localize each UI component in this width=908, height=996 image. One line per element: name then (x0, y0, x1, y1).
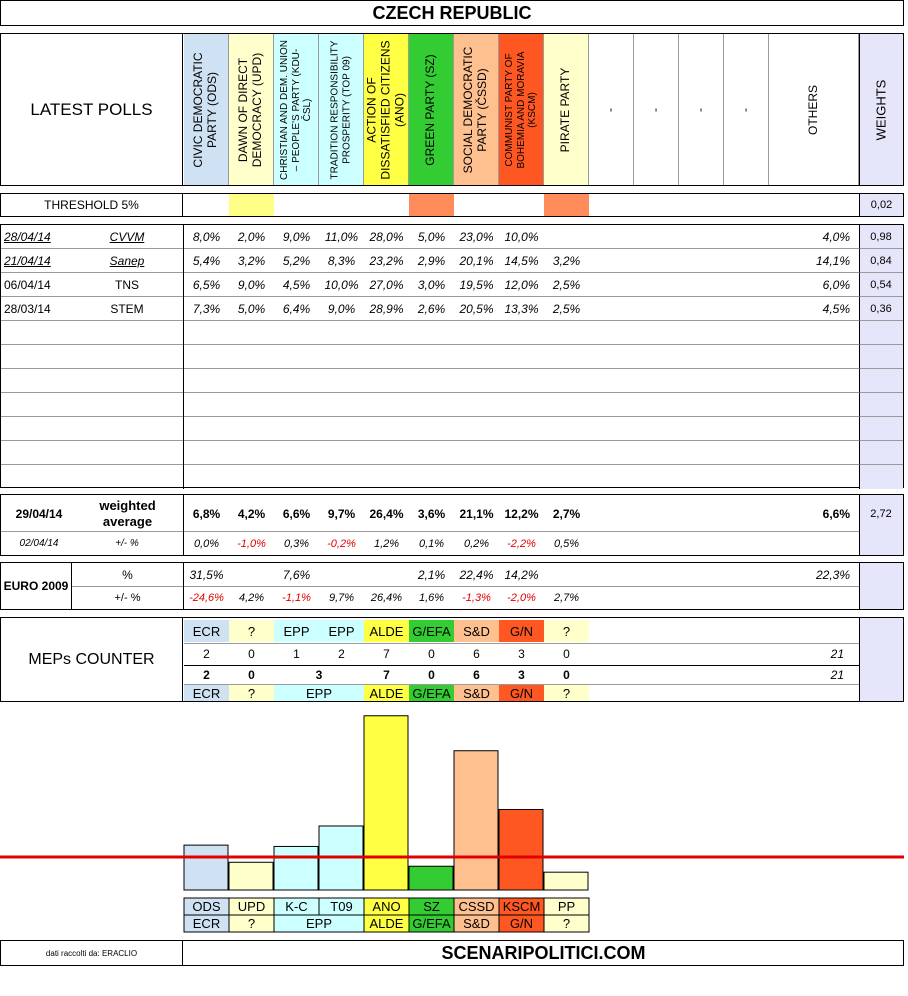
weighted-date: 29/04/14 (15, 506, 63, 521)
meps-counter-label: MEPs COUNTER (1, 618, 183, 701)
weight-cell (859, 393, 903, 417)
meps-merged-group-1: ? (229, 685, 274, 701)
empty-row (1, 441, 903, 465)
weight-cell (859, 345, 903, 369)
party-header-3 (319, 34, 364, 185)
weighted-diff-3: -0,2% (327, 537, 356, 550)
poll-value-6: 20,5% (459, 302, 494, 316)
meps-merged-group-3: ALDE (364, 685, 409, 701)
poll-weight: 0,36 (870, 303, 892, 315)
empty-row (1, 369, 903, 393)
poll-value-2: 9,0% (282, 230, 311, 244)
weighted-diff-0: 0,0% (193, 537, 220, 550)
weights-label: WEIGHTS (873, 79, 889, 140)
party-header-label: DAWN OF DIRECT DEMOCRACY (UPD) (236, 52, 264, 167)
poll-value-13: 4,0% (822, 230, 850, 244)
bar-sz (409, 866, 453, 890)
poll-source: TNS (115, 278, 139, 292)
group-label: ? (562, 916, 571, 931)
euro-value-0: 31,5% (189, 567, 224, 582)
poll-value-2: 5,2% (282, 254, 311, 268)
bar-kscm (499, 809, 543, 890)
meps-merged-seats-6: 3 (518, 667, 525, 682)
meps-seats-6: 6 (473, 647, 480, 661)
poll-value-4: 28,0% (369, 230, 404, 244)
meps-group-7: G/N (499, 620, 544, 642)
meps-seats-3: 2 (338, 647, 345, 661)
footer-site: SCENARIPOLITICI.COM (441, 942, 646, 963)
party-header-11 (679, 34, 724, 185)
poll-date: 28/04/14 (4, 230, 51, 244)
weighted-label-line1: weighted (99, 497, 156, 513)
weight-cell (859, 441, 903, 465)
party-header-9 (589, 34, 634, 185)
meps-group-2: EPP (274, 620, 319, 642)
diff-label: +/- % (115, 538, 139, 549)
poll-value-8: 2,5% (552, 302, 581, 316)
poll-value-7: 12,0% (504, 278, 539, 292)
threshold-cell-5 (409, 194, 454, 216)
poll-value-1: 9,0% (237, 278, 266, 292)
party-header-4 (364, 34, 409, 185)
threshold-cell-1 (229, 194, 274, 216)
poll-value-8: 2,5% (552, 278, 581, 292)
meps-merged-seats-2: 3 (315, 667, 323, 682)
party-header-1 (229, 34, 274, 185)
meps-merged-group-6: G/N (499, 685, 544, 701)
weight-cell (859, 563, 903, 609)
diff-date: 02/04/14 (19, 538, 59, 549)
row-label-divider (183, 345, 184, 369)
poll-value-8: 3,2% (552, 254, 581, 268)
party-header-label: COMMUNIST PARTY OF BOHEMIA AND MORAVIA (KSCM) (503, 50, 538, 169)
category-label: CSSD (458, 899, 495, 914)
euro-diff-7: -2,0% (507, 592, 536, 604)
weighted-value-5: 3,6% (417, 506, 446, 521)
bar-chart (0, 702, 908, 938)
poll-value-13: 14,1% (815, 254, 850, 268)
meps-merged-seats-5: 6 (473, 667, 480, 682)
weighted-diff-1: -1,0% (237, 537, 266, 550)
party-header-label: TRADITION RESPONSIBILITY PROSPERITY (TOP 09) (329, 40, 352, 179)
weighted-diff-8: 0,5% (553, 537, 580, 550)
group-label: ? (247, 916, 256, 931)
group-label: EPP (305, 916, 333, 931)
row-label-divider (183, 465, 184, 489)
bar-ods (184, 845, 228, 890)
bar-upd (229, 862, 273, 890)
weighted-value-7: 12,2% (504, 506, 539, 521)
poll-value-3: 9,0% (327, 302, 356, 316)
poll-value-0: 8,0% (192, 230, 221, 244)
threshold-weight: 0,02 (859, 194, 903, 216)
meps-seats-4: 7 (383, 647, 390, 661)
euro-diff-3: 9,7% (328, 592, 355, 604)
meps-group-6: S&D (454, 620, 499, 642)
weighted-diff-4: 1,2% (373, 537, 400, 550)
poll-value-7: 10,0% (504, 230, 539, 244)
poll-weight: 0,54 (870, 279, 892, 291)
party-header-0 (184, 34, 229, 185)
euro-diff-6: -1,3% (462, 592, 491, 604)
category-label: UPD (237, 899, 266, 914)
meps-merged-group-2: EPP (274, 685, 364, 701)
group-label: G/N (509, 916, 534, 931)
poll-value-5: 2,6% (417, 302, 446, 316)
weighted-diff-2: 0,3% (283, 537, 310, 550)
euro-value-6: 22,4% (459, 567, 494, 582)
poll-source: CVVM (109, 230, 145, 244)
euro-diff-2: -1,1% (282, 592, 311, 604)
meps-merged-group-4: G/EFA (409, 685, 454, 701)
weighted-value-0: 6,8% (192, 506, 221, 521)
weighted-value-3: 9,7% (327, 506, 356, 521)
euro-diff-0: -24,6% (189, 592, 224, 604)
meps-merged-seats-7: 0 (563, 667, 570, 682)
row-label-divider (183, 417, 184, 441)
weighted-value-8: 2,7% (552, 506, 581, 521)
party-header-label: PIRATE PARTY (558, 67, 573, 152)
category-label: K-C (285, 899, 308, 914)
bar-ano (364, 716, 408, 890)
party-header-label: - (738, 107, 753, 112)
meps-merged-group-7: ? (544, 685, 589, 701)
meps-group-0: ECR (184, 620, 229, 642)
row-label-divider (183, 321, 184, 345)
poll-value-3: 8,3% (327, 254, 356, 268)
meps-merged-seats-4: 0 (428, 667, 435, 682)
poll-value-4: 23,2% (369, 254, 404, 268)
weighted-diff-5: 0,1% (418, 537, 445, 550)
page-title: CZECH REPUBLIC (372, 2, 532, 23)
euro-diff-4: 26,4% (370, 592, 403, 604)
weighted-value-13: 6,6% (822, 506, 850, 521)
meps-seats-5: 0 (428, 647, 435, 661)
category-label: T09 (330, 899, 353, 914)
empty-row (1, 345, 903, 369)
empty-row (1, 321, 903, 345)
weighted-weight: 2,72 (870, 507, 892, 520)
title-bar (0, 0, 904, 26)
euro-value-13: 22,3% (815, 567, 850, 582)
meps-group-4: ALDE (364, 620, 409, 642)
empty-row (1, 417, 903, 441)
meps-seats-2: 1 (293, 647, 300, 661)
empty-row (1, 465, 903, 489)
meps-merged-seats-0: 2 (203, 667, 210, 682)
poll-date: 28/03/14 (4, 302, 51, 316)
party-header-7 (499, 34, 544, 185)
group-label: ECR (192, 916, 221, 931)
bar-pp (544, 872, 588, 890)
euro-value-2: 7,6% (282, 567, 311, 582)
meps-group-1: ? (229, 620, 274, 642)
party-header-label: OTHERS (805, 84, 820, 135)
party-header-label: CIVIC DEMOCRATIC PARTY (ODS) (191, 51, 219, 168)
euro-diff-8: 2,7% (553, 592, 580, 604)
poll-value-5: 5,0% (417, 230, 446, 244)
poll-value-0: 5,4% (192, 254, 221, 268)
poll-value-3: 11,0% (324, 230, 359, 244)
poll-value-4: 28,9% (369, 302, 404, 316)
meps-merged-seats-1: 0 (248, 667, 255, 682)
weights-header (859, 34, 903, 185)
party-header-label: - (693, 107, 708, 112)
party-header-label: GREEN PARTY (SZ) (423, 53, 438, 166)
poll-value-1: 5,0% (237, 302, 266, 316)
row-label-divider (183, 441, 184, 465)
poll-date: 21/04/14 (4, 254, 51, 268)
weighted-label-line2: average (102, 513, 153, 529)
weight-cell (859, 618, 903, 701)
party-header-2 (274, 34, 319, 185)
euro-value-5: 2,1% (417, 567, 446, 582)
poll-value-6: 23,0% (459, 230, 494, 244)
poll-source: STEM (110, 302, 144, 316)
party-header-label: SOCIAL DEMOCRATIC PARTY (ČSSD) (461, 46, 489, 173)
bar-cssd (454, 751, 498, 890)
party-header-label: CHRISTIAN AND DEM. UNION – PEOPLE'S PARTY (KDU-ČSL) (278, 39, 313, 180)
empty-row (1, 393, 903, 417)
poll-date: 06/04/14 (4, 278, 51, 292)
bar-k-c (274, 846, 318, 890)
weight-cell (859, 465, 903, 489)
poll-value-13: 6,0% (822, 278, 850, 292)
category-label: SZ (423, 899, 440, 914)
weighted-diff-7: -2,2% (507, 537, 536, 550)
poll-value-13: 4,5% (822, 302, 850, 316)
group-label: G/EFA (412, 916, 451, 931)
weighted-label (80, 496, 175, 531)
poll-value-5: 3,0% (417, 278, 446, 292)
poll-value-3: 10,0% (324, 278, 359, 292)
poll-value-0: 6,5% (192, 278, 221, 292)
weighted-value-6: 21,1% (459, 506, 494, 521)
meps-group-3: EPP (319, 620, 364, 642)
category-label: KSCM (502, 899, 541, 914)
meps-seats-8: 0 (563, 647, 570, 661)
euro-diff-5: 1,6% (418, 592, 445, 604)
meps-seats-1: 0 (248, 647, 255, 661)
weighted-value-1: 4,2% (237, 506, 266, 521)
weight-cell (859, 417, 903, 441)
threshold-label: THRESHOLD 5% (1, 194, 183, 216)
weight-cell (859, 321, 903, 345)
row-label-divider (183, 393, 184, 417)
group-label: S&D (463, 916, 490, 931)
poll-value-7: 14,5% (504, 254, 539, 268)
footer-credit: dati raccolti da: ERACLIO (1, 941, 183, 965)
latest-polls-label: LATEST POLLS (1, 34, 183, 185)
poll-value-6: 19,5% (459, 278, 494, 292)
weighted-diff-6: 0,2% (463, 537, 490, 550)
euro-pct-label: % (122, 567, 133, 582)
poll-value-1: 3,2% (237, 254, 266, 268)
weight-cell (859, 369, 903, 393)
group-label: ALDE (369, 916, 404, 931)
meps-merged-total: 21 (830, 667, 844, 682)
weighted-value-2: 6,6% (282, 506, 311, 521)
meps-seats-7: 3 (518, 647, 525, 661)
party-header-12 (724, 34, 769, 185)
party-header-8 (544, 34, 589, 185)
poll-value-2: 4,5% (282, 278, 311, 292)
party-header-10 (634, 34, 679, 185)
meps-group-5: G/EFA (409, 620, 454, 642)
party-header-label: ACTION OF DISSATISFIED CITIZENS (ANO) (364, 39, 406, 180)
poll-value-1: 2,0% (237, 230, 266, 244)
poll-source: Sanep (109, 254, 145, 268)
category-label: ANO (372, 899, 401, 914)
party-header-label: - (648, 107, 663, 112)
party-header-5 (409, 34, 454, 185)
euro-diff-label: +/- % (114, 592, 141, 604)
party-header-label: - (603, 107, 618, 112)
row-label-divider (183, 369, 184, 393)
poll-value-4: 27,0% (369, 278, 404, 292)
poll-weight: 0,84 (870, 255, 892, 267)
euro2009-label: EURO 2009 (3, 579, 69, 593)
meps-merged-group-5: S&D (454, 685, 499, 701)
meps-group-8: ? (544, 620, 589, 642)
poll-weight: 0,98 (870, 231, 892, 243)
euro-value-7: 14,2% (504, 567, 539, 582)
meps-total: 21 (830, 647, 844, 661)
poll-value-0: 7,3% (192, 302, 221, 316)
euro-diff-1: 4,2% (238, 592, 265, 604)
meps-merged-seats-3: 7 (383, 667, 390, 682)
poll-value-7: 13,3% (504, 302, 539, 316)
weighted-value-4: 26,4% (369, 506, 404, 521)
poll-value-6: 20,1% (459, 254, 494, 268)
meps-seats-0: 2 (203, 647, 210, 661)
party-header-13 (769, 34, 859, 185)
meps-merged-group-0: ECR (184, 685, 229, 701)
party-header-6 (454, 34, 499, 185)
category-label: ODS (192, 899, 221, 914)
poll-value-5: 2,9% (417, 254, 446, 268)
poll-value-2: 6,4% (282, 302, 311, 316)
threshold-cell-8 (544, 194, 589, 216)
category-label: PP (557, 899, 576, 914)
